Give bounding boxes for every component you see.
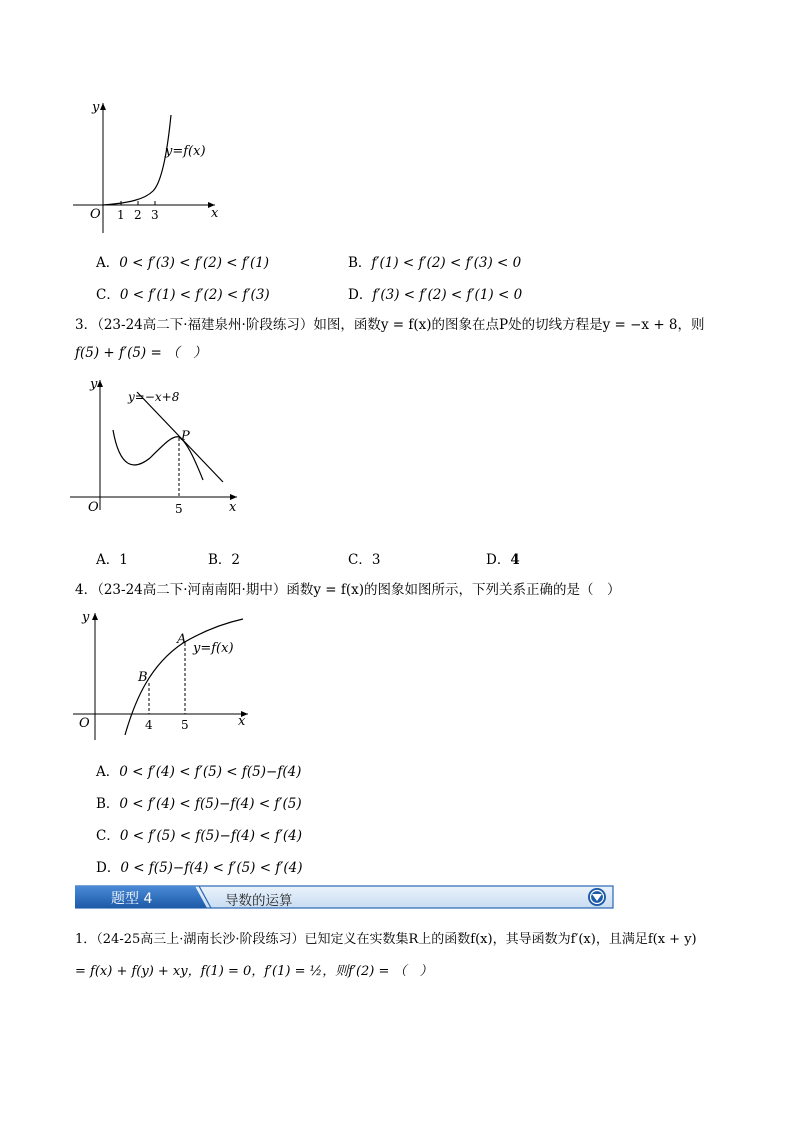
point-p-label: P <box>181 429 190 444</box>
q3-option-c[interactable]: C．3 <box>348 552 381 568</box>
origin-label: O <box>90 207 101 222</box>
q2-option-d[interactable]: D．f′(3) < f′(2) < f′(1) < 0 <box>348 287 523 303</box>
tick-label-1: 1 <box>117 208 125 222</box>
tick-label-4: 4 <box>145 718 153 732</box>
origin-label: O <box>79 716 90 731</box>
x-label: x <box>229 500 237 515</box>
point-b-label: B <box>138 670 148 685</box>
q4-option-b[interactable]: B．0 < f′(4) < f(5)−f(4) < f′(5) <box>96 796 302 812</box>
banner-tag: 题型 4 <box>111 891 153 907</box>
figure-3-tangent-line <box>65 370 255 520</box>
curve-label: y=f(x) <box>165 144 206 159</box>
q3-stem-line1: 3．（23-24高二下·福建泉州·阶段练习）如图，函数y = f(x)的图象在点P处的切线方程是y = −x + 8，则 <box>75 317 705 333</box>
curve-f <box>103 115 171 205</box>
tick-label-5: 5 <box>181 718 189 732</box>
y-label: y <box>82 610 90 625</box>
q3-option-b[interactable]: B．2 <box>208 552 241 568</box>
q3-option-a[interactable]: A．1 <box>96 552 128 568</box>
q4-stem-line1: 4．（23-24高二下·河南南阳·期中）函数y = f(x)的图象如图所示，下列关系正确的是（ ） <box>75 582 621 598</box>
x-label: x <box>211 206 219 221</box>
tangent-line <box>137 392 223 482</box>
figure-1-exponential-curve <box>65 95 235 240</box>
y-label: y <box>90 377 98 392</box>
q3-stem-line2: f(5) + f′(5) = （ ） <box>75 345 207 361</box>
y-axis-arrow <box>97 380 103 387</box>
q4-option-a[interactable]: A．0 < f′(4) < f′(5) < f(5)−f(4) <box>96 764 302 780</box>
point-a-label: A <box>177 632 187 647</box>
y-label: y <box>92 100 100 115</box>
q2-option-b[interactable]: B．f′(1) < f′(2) < f′(3) < 0 <box>348 255 522 271</box>
q2-option-c[interactable]: C．0 < f′(1) < f′(2) < f′(3) <box>96 287 270 303</box>
s4-q1-stem-line1: 1．（24-25高三上·湖南长沙·阶段练习）已知定义在实数集R上的函数f(x)，其导函数为f′(x)，且满足f(x + y) <box>75 932 697 947</box>
tick-label-5: 5 <box>175 502 183 516</box>
banner-shape <box>75 884 615 910</box>
tangent-label: y=−x+8 <box>128 390 180 404</box>
tick-label-3: 3 <box>151 208 159 222</box>
curve-label: y=f(x) <box>193 641 234 656</box>
q4-option-c[interactable]: C．0 < f′(5) < f(5)−f(4) < f′(4) <box>96 828 303 844</box>
tick-label-2: 2 <box>134 208 142 222</box>
origin-label: O <box>88 500 99 515</box>
banner-title: 导数的运算 <box>225 893 293 909</box>
q4-option-d[interactable]: D．0 < f(5)−f(4) < f′(5) < f′(4) <box>96 860 303 876</box>
y-axis-arrow <box>100 103 106 110</box>
q2-option-a[interactable]: A．0 < f′(3) < f′(2) < f′(1) <box>96 255 270 271</box>
section-banner <box>75 884 615 910</box>
q3-option-d[interactable]: D．4 <box>486 552 520 568</box>
figure-4-concave-curve <box>65 605 260 750</box>
y-axis-arrow <box>92 613 98 620</box>
s4-q1-stem-line2: = f(x) + f(y) + xy，f(1) = 0，f′(1) = ½，则f′(2) = （ ） <box>75 964 433 979</box>
x-label: x <box>238 714 246 729</box>
